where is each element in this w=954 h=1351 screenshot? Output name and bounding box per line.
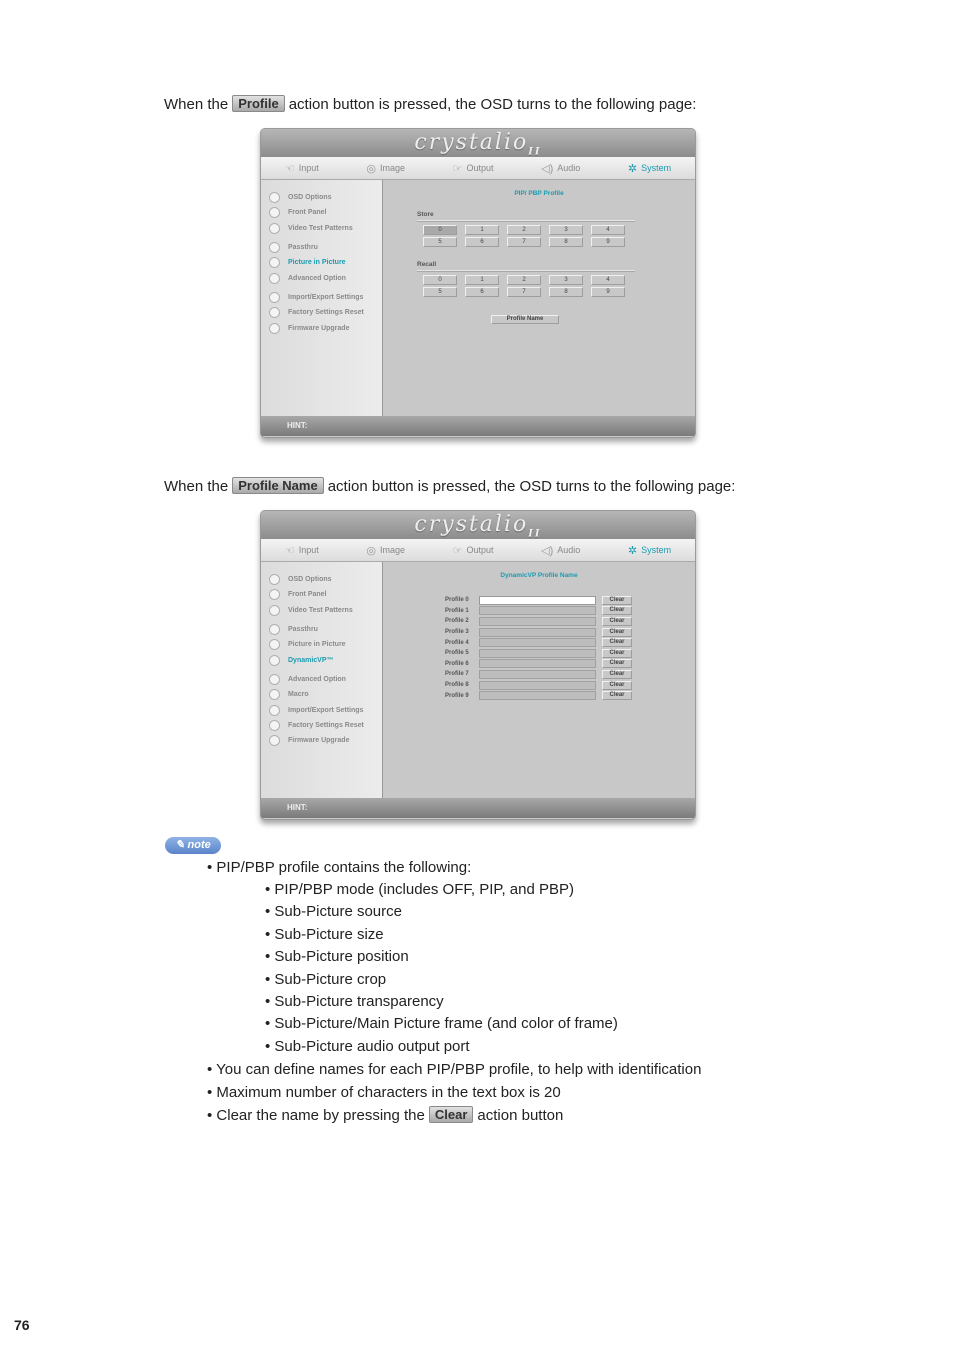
clear-button[interactable]: Clear xyxy=(602,691,632,700)
osd-screenshot-profile-name xyxy=(260,510,696,820)
input-icon: ☜ xyxy=(284,544,295,557)
osd-sidebar xyxy=(261,562,383,798)
gear-icon: ✲ xyxy=(627,544,638,557)
sidebar-item-label: Picture in Picture xyxy=(288,259,346,267)
profile-label: Profile 9 xyxy=(445,692,469,699)
intro-text-before: When the xyxy=(164,478,229,495)
tab-label: Image xyxy=(379,545,405,555)
radio-icon xyxy=(269,192,280,203)
tab-audio[interactable] xyxy=(541,544,580,557)
osd-header xyxy=(261,511,695,539)
profile-name-list xyxy=(383,595,695,701)
tab-label: Input xyxy=(298,163,319,173)
profile-name-input[interactable] xyxy=(479,691,596,700)
input-icon: ☜ xyxy=(284,162,295,175)
tab-output[interactable] xyxy=(453,162,494,175)
radio-icon xyxy=(269,735,280,746)
sidebar-item-macro[interactable] xyxy=(261,687,382,702)
tab-system[interactable] xyxy=(628,544,671,557)
sidebar-item-label: Passthru xyxy=(288,626,318,634)
sidebar-item-passthru[interactable] xyxy=(261,240,382,255)
note-bullet-4: • Clear the name by pressing the Clear action button xyxy=(207,1107,564,1124)
store-slot-0[interactable]: 0 xyxy=(423,225,457,235)
intro-paragraph-2 xyxy=(164,477,735,495)
clear-button[interactable]: Clear xyxy=(602,681,632,690)
note-bullet-1: • PIP/PBP profile contains the following: xyxy=(207,859,472,876)
sidebar-item-factory-settings-reset[interactable] xyxy=(261,718,382,733)
radio-icon xyxy=(269,605,280,616)
radio-icon xyxy=(269,689,280,700)
store-grid xyxy=(423,225,695,247)
radio-icon xyxy=(269,292,280,303)
profile-name-input[interactable] xyxy=(479,606,596,615)
radio-icon xyxy=(269,705,280,716)
tab-image[interactable] xyxy=(366,544,405,557)
profile-row xyxy=(445,690,695,701)
note-sub-bullet: • Sub-Picture position xyxy=(265,948,409,966)
speaker-icon: ◁) xyxy=(541,162,554,175)
sidebar-item-picture-in-picture[interactable] xyxy=(261,637,382,652)
radio-icon xyxy=(269,589,280,600)
tab-label: Output xyxy=(466,163,494,173)
radio-icon xyxy=(269,624,280,635)
radio-icon xyxy=(269,273,280,284)
recall-slot-7[interactable]: 7 xyxy=(507,287,541,297)
sidebar-item-label: Front Panel xyxy=(288,591,327,599)
osd-main-panel xyxy=(383,180,695,416)
profile-label: Profile 1 xyxy=(445,607,469,614)
store-slot-6[interactable]: 6 xyxy=(465,237,499,247)
profile-row xyxy=(445,669,695,680)
sidebar-item-firmware-upgrade[interactable] xyxy=(261,320,382,335)
sidebar-item-label: Front Panel xyxy=(288,209,327,217)
intro-text-after: action button is pressed, the OSD turns to the following page: xyxy=(327,478,736,495)
radio-icon xyxy=(269,207,280,218)
sidebar-item-passthru[interactable] xyxy=(261,622,382,637)
osd-main-panel xyxy=(383,562,695,798)
sidebar-item-label: Firmware Upgrade xyxy=(288,324,350,332)
tab-label: Audio xyxy=(557,163,581,173)
radio-icon xyxy=(269,323,280,334)
intro-paragraph-1 xyxy=(164,95,696,113)
note-sub-bullet: • Sub-Picture crop xyxy=(265,970,387,988)
profile-row xyxy=(445,659,695,670)
profile-label: Profile 8 xyxy=(445,682,469,689)
osd-tab-bar xyxy=(261,539,695,562)
sidebar-item-label: Macro xyxy=(288,691,309,699)
speaker-icon: ◁) xyxy=(541,544,554,557)
store-slot-4[interactable]: 4 xyxy=(591,225,625,235)
osd-header xyxy=(261,129,695,157)
store-slot-5[interactable]: 5 xyxy=(423,237,457,247)
store-slot-7[interactable]: 7 xyxy=(507,237,541,247)
radio-icon xyxy=(269,307,280,318)
sidebar-item-label: Factory Settings Reset xyxy=(288,309,364,317)
profile-label: Profile 0 xyxy=(445,597,469,604)
sidebar-item-factory-settings-reset[interactable] xyxy=(261,305,382,320)
sidebar-item-label: OSD Options xyxy=(288,194,332,202)
crystalio-logo: crystalio$_{II}$ xyxy=(414,130,542,158)
profile-name-button[interactable]: Profile Name xyxy=(491,315,559,324)
profile-name-input[interactable] xyxy=(479,681,596,690)
note-bullet-3: • Maximum number of characters in the text box is 20 xyxy=(207,1084,561,1101)
tab-label: System xyxy=(641,163,672,173)
note-sub-bullet: • Sub-Picture audio output port xyxy=(265,1037,470,1055)
store-slot-1[interactable]: 1 xyxy=(465,225,499,235)
clear-button[interactable]: Clear xyxy=(602,649,632,658)
profile-name-input[interactable] xyxy=(479,659,596,668)
sidebar-item-label: Import/Export Settings xyxy=(288,293,364,301)
clear-button[interactable]: Clear xyxy=(602,606,632,615)
sidebar-item-import-export-settings[interactable] xyxy=(261,702,382,717)
sidebar-item-label: Import/Export Settings xyxy=(288,706,364,714)
sidebar-item-label: Advanced Option xyxy=(288,675,346,683)
sidebar-item-label: Factory Settings Reset xyxy=(288,721,364,729)
tab-image[interactable] xyxy=(366,162,405,175)
radio-icon xyxy=(269,223,280,234)
clear-button[interactable]: Clear xyxy=(602,638,632,647)
sidebar-item-video-test-patterns[interactable] xyxy=(261,221,382,236)
profile-row xyxy=(445,680,695,691)
radio-icon xyxy=(269,674,280,685)
note-badge: ✎ note xyxy=(165,837,221,854)
clear-button-inline: Clear xyxy=(429,1106,474,1123)
clear-button[interactable]: Clear xyxy=(602,628,632,637)
profile-row xyxy=(445,595,695,606)
intro-text-before: When the xyxy=(164,96,229,113)
osd-sidebar xyxy=(261,180,383,416)
tab-input[interactable] xyxy=(285,544,319,557)
sidebar-item-advanced-option[interactable] xyxy=(261,672,382,687)
store-slot-8[interactable]: 8 xyxy=(549,237,583,247)
sidebar-item-osd-options[interactable] xyxy=(261,572,382,587)
profile-name-input[interactable] xyxy=(479,596,596,605)
note-sub-bullet: • PIP/PBP mode (includes OFF, PIP, and PBP) xyxy=(265,881,575,898)
hint-bar: HINT: xyxy=(261,798,695,818)
clear-button[interactable]: Clear xyxy=(602,617,632,626)
store-slot-9[interactable]: 9 xyxy=(591,237,625,247)
output-icon: ☞ xyxy=(452,162,463,175)
recall-grid xyxy=(423,275,695,297)
clear-button[interactable]: Clear xyxy=(602,596,632,605)
store-slot-3[interactable]: 3 xyxy=(549,225,583,235)
sidebar-item-osd-options[interactable] xyxy=(261,190,382,205)
note-sub-bullet: • Sub-Picture size xyxy=(265,925,384,943)
page-number: 76 xyxy=(14,1317,30,1333)
radio-icon xyxy=(269,720,280,731)
store-slot-2[interactable]: 2 xyxy=(507,225,541,235)
sidebar-item-front-panel[interactable] xyxy=(261,205,382,220)
radio-icon xyxy=(269,257,280,268)
osd-tab-bar xyxy=(261,157,695,180)
clear-button[interactable]: Clear xyxy=(602,670,632,679)
crystalio-logo: crystalio$_{II}$ xyxy=(414,512,542,540)
intro-text-after: action button is pressed, the OSD turns to the following page: xyxy=(288,96,697,113)
profile-name-button-inline: Profile Name xyxy=(232,477,323,494)
note-sub-bullet: • Sub-Picture transparency xyxy=(265,993,444,1010)
tab-label: Audio xyxy=(557,545,581,555)
profile-row xyxy=(445,637,695,648)
sidebar-item-dynamicvp[interactable] xyxy=(261,652,382,667)
tab-label: System xyxy=(641,545,672,555)
sidebar-item-label: Picture in Picture xyxy=(288,641,346,649)
profile-row xyxy=(445,627,695,638)
radio-icon xyxy=(269,574,280,585)
recall-slot-1[interactable]: 1 xyxy=(465,275,499,285)
profile-label: Profile 5 xyxy=(445,650,469,657)
tab-label: Output xyxy=(466,545,494,555)
profile-label: Profile 7 xyxy=(445,671,469,678)
profile-row xyxy=(445,606,695,617)
profile-name-input[interactable] xyxy=(479,628,596,637)
pip-pbp-profile-title: PIP/ PBP Profile xyxy=(514,190,564,197)
recall-slot-9[interactable]: 9 xyxy=(591,287,625,297)
sidebar-item-import-export-settings[interactable] xyxy=(261,290,382,305)
profile-label: Profile 3 xyxy=(445,629,469,636)
recall-slot-3[interactable]: 3 xyxy=(549,275,583,285)
tab-label: Input xyxy=(298,545,319,555)
tab-label: Image xyxy=(379,163,405,173)
profile-label: Profile 2 xyxy=(445,618,469,625)
sidebar-item-label: Advanced Option xyxy=(288,274,346,282)
osd-screenshot-profile xyxy=(260,128,696,438)
sidebar-item-label: Firmware Upgrade xyxy=(288,737,350,745)
profile-name-input[interactable] xyxy=(479,670,596,679)
note-bullet-2: • You can define names for each PIP/PBP profile, to help with identification xyxy=(207,1061,702,1078)
radio-icon xyxy=(269,242,280,253)
recall-slot-5[interactable]: 5 xyxy=(423,287,457,297)
sidebar-item-firmware-upgrade[interactable] xyxy=(261,733,382,748)
tab-output[interactable] xyxy=(453,544,494,557)
sidebar-item-label: OSD Options xyxy=(288,576,332,584)
hint-bar: HINT: xyxy=(261,416,695,436)
tab-system[interactable] xyxy=(628,162,671,175)
note-sub-bullet: • Sub-Picture/Main Picture frame (and color of frame) xyxy=(265,1015,618,1033)
tab-audio[interactable] xyxy=(541,162,580,175)
gear-icon: ✲ xyxy=(627,162,638,175)
profile-label: Profile 6 xyxy=(445,660,469,667)
recall-slot-4[interactable]: 4 xyxy=(591,275,625,285)
radio-icon xyxy=(269,655,280,666)
dynamicvp-profile-name-title: DynamicVP Profile Name xyxy=(500,572,578,579)
profile-button-inline: Profile xyxy=(232,95,284,112)
recall-slot-2[interactable]: 2 xyxy=(507,275,541,285)
sidebar-item-label: Video Test Patterns xyxy=(288,606,353,614)
sidebar-item-picture-in-picture[interactable] xyxy=(261,255,382,270)
profile-label: Profile 4 xyxy=(445,639,469,646)
output-icon: ☞ xyxy=(452,544,463,557)
clear-button[interactable]: Clear xyxy=(602,659,632,668)
recall-slot-0[interactable]: 0 xyxy=(423,275,457,285)
sidebar-item-label: Passthru xyxy=(288,244,318,252)
recall-slot-6[interactable]: 6 xyxy=(465,287,499,297)
sidebar-item-label: Video Test Patterns xyxy=(288,224,353,232)
eye-icon: ◎ xyxy=(366,544,376,557)
tab-input[interactable] xyxy=(285,162,319,175)
recall-label: Recall xyxy=(417,261,437,268)
recall-slot-8[interactable]: 8 xyxy=(549,287,583,297)
sidebar-item-advanced-option[interactable] xyxy=(261,270,382,285)
sidebar-item-label: DynamicVP™ xyxy=(288,656,334,664)
profile-name-input[interactable] xyxy=(479,649,596,658)
eye-icon: ◎ xyxy=(366,162,376,175)
profile-name-input[interactable] xyxy=(479,617,596,626)
profile-row xyxy=(445,616,695,627)
profile-row xyxy=(445,648,695,659)
sidebar-item-video-test-patterns[interactable] xyxy=(261,603,382,618)
profile-name-input[interactable] xyxy=(479,638,596,647)
radio-icon xyxy=(269,639,280,650)
store-label: Store xyxy=(417,211,434,218)
note-sub-bullet: • Sub-Picture source xyxy=(265,903,402,921)
sidebar-item-front-panel[interactable] xyxy=(261,587,382,602)
